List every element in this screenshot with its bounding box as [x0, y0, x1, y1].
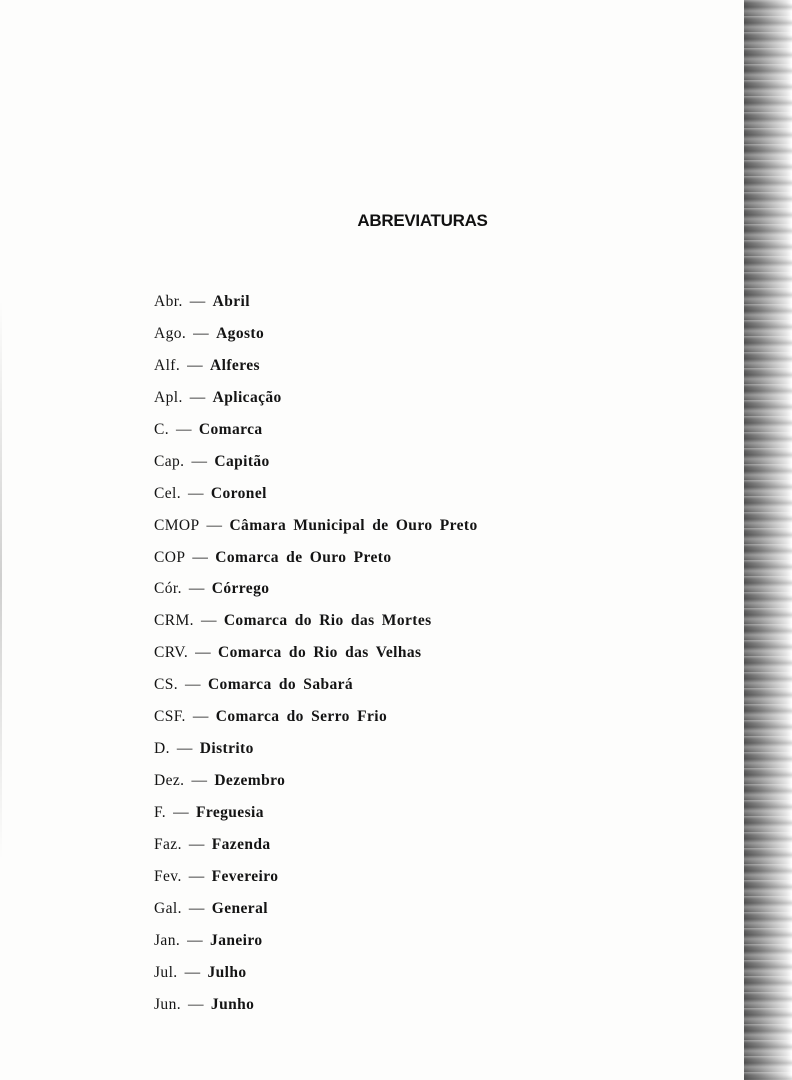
- abbreviation-meaning: Comarca do Sabará: [207, 676, 354, 694]
- dash-separator: —: [185, 676, 201, 694]
- abbreviation-entry: [154, 451, 478, 483]
- abbreviation-meaning: Junho: [210, 995, 255, 1013]
- abbreviation-meaning: Abril: [212, 293, 250, 310]
- dash-separator: —: [188, 580, 205, 598]
- abbreviation-entry: [154, 387, 478, 419]
- abbreviation-meaning: Janeiro: [210, 931, 263, 949]
- abbreviation: CS.: [154, 676, 179, 694]
- abbreviation: Cap.: [154, 452, 185, 470]
- abbreviation-entry: [154, 547, 478, 579]
- abbreviation-meaning: Capitão: [214, 452, 270, 470]
- abbreviation-entry: [154, 642, 478, 674]
- abbreviation-meaning: Comarca do Serro Frio: [215, 708, 388, 726]
- abbreviation-entry: [154, 419, 478, 451]
- abbreviation-meaning: Comarca do Rio das Mortes: [223, 612, 432, 630]
- dash-separator: —: [191, 772, 208, 790]
- abbreviation: Abr.: [154, 293, 183, 310]
- abbreviation-entry: [154, 706, 478, 738]
- dash-separator: —: [192, 548, 209, 566]
- abbreviation-meaning: Córrego: [211, 580, 270, 598]
- abbreviation-entry: [154, 930, 478, 962]
- abbreviation-meaning: Alferes: [210, 356, 260, 374]
- abbreviation-meaning: Comarca de Ouro Preto: [215, 548, 392, 566]
- abbreviation-entry: [154, 674, 478, 706]
- dash-separator: —: [193, 324, 210, 342]
- dash-separator: —: [173, 804, 189, 821]
- abbreviation-entry: [154, 578, 478, 610]
- dash-separator: —: [191, 452, 208, 470]
- abbreviation: Fev.: [154, 867, 182, 885]
- abbreviation: CRV.: [154, 644, 189, 662]
- abbreviation-entry: [154, 834, 478, 866]
- dash-separator: —: [188, 484, 204, 502]
- abbreviation-meaning: Aplicação: [212, 388, 282, 406]
- abbreviation-entry: [154, 355, 478, 387]
- abbreviation-meaning: Dezembro: [214, 772, 286, 790]
- abbreviation-entry: [154, 802, 478, 834]
- dash-separator: —: [188, 899, 205, 917]
- scan-shadow-left: [0, 300, 2, 860]
- abbreviation-meaning: Fevereiro: [211, 867, 279, 885]
- abbreviation-meaning: Fazenda: [211, 835, 271, 853]
- abbreviation: Jun.: [154, 995, 182, 1013]
- abbreviation: CMOP: [154, 516, 200, 534]
- abbreviation: COP: [154, 548, 186, 566]
- abbreviation: D.: [154, 740, 170, 758]
- dash-separator: —: [188, 835, 205, 853]
- abbreviation-entry: [154, 866, 478, 898]
- abbreviation-meaning: Coronel: [210, 484, 267, 502]
- abbreviation: Jul.: [154, 963, 178, 981]
- abbreviation-entry: [154, 291, 478, 323]
- abbreviation-meaning: Distrito: [199, 740, 254, 758]
- abbreviation: Dez.: [154, 772, 185, 790]
- abbreviation: Jan.: [154, 931, 181, 949]
- abbreviation-entry: [154, 738, 478, 770]
- dash-separator: —: [176, 740, 193, 758]
- dash-separator: —: [184, 963, 201, 981]
- abbreviation-meaning: General: [211, 899, 268, 917]
- abbreviation-entry: [154, 483, 478, 515]
- abbreviation: F.: [154, 804, 167, 821]
- abbreviation-meaning: Câmara Municipal de Ouro Preto: [229, 516, 478, 534]
- abbreviation-meaning: Agosto: [216, 324, 265, 342]
- abbreviation: Gal.: [154, 899, 182, 917]
- abbreviation-meaning: Julho: [207, 963, 247, 981]
- abbreviation: C.: [154, 420, 170, 438]
- abbreviation-meaning: Freguesia: [195, 804, 264, 821]
- dash-separator: —: [195, 644, 212, 662]
- dash-separator: —: [188, 995, 204, 1013]
- abbreviation: Cór.: [154, 580, 182, 598]
- abbreviation-entry: [154, 962, 478, 994]
- dash-separator: —: [187, 931, 204, 949]
- abbreviation-meaning: Comarca: [198, 420, 263, 438]
- abbreviation: Cel.: [154, 484, 181, 502]
- binding-edge: [744, 0, 792, 1080]
- dash-separator: —: [189, 388, 206, 406]
- abbreviation-entry: [154, 994, 478, 1026]
- abbreviation: CRM.: [154, 612, 194, 630]
- abbreviation-entry: [154, 323, 478, 355]
- dash-separator: —: [192, 708, 209, 726]
- abbreviation: Faz.: [154, 835, 182, 853]
- abbreviation-entry: [154, 610, 478, 642]
- abbreviation: CSF.: [154, 708, 186, 726]
- abbreviation-entry: [154, 898, 478, 930]
- abbreviation: Apl.: [154, 388, 183, 406]
- dash-separator: —: [176, 420, 192, 438]
- abbreviation: Ago.: [154, 324, 187, 342]
- abbreviation-entry: [154, 770, 478, 802]
- page-title: ABREVIATURAS: [357, 211, 488, 230]
- abbreviation: Alf.: [154, 356, 181, 374]
- abbreviation-meaning: Comarca do Rio das Velhas: [218, 644, 422, 662]
- abbreviation-entry: [154, 515, 478, 547]
- dash-separator: —: [187, 356, 204, 374]
- abbreviation-list: [154, 291, 478, 1026]
- dash-separator: —: [200, 612, 217, 630]
- dash-separator: —: [188, 867, 205, 885]
- dash-separator: —: [206, 516, 223, 534]
- dash-separator: —: [189, 293, 206, 310]
